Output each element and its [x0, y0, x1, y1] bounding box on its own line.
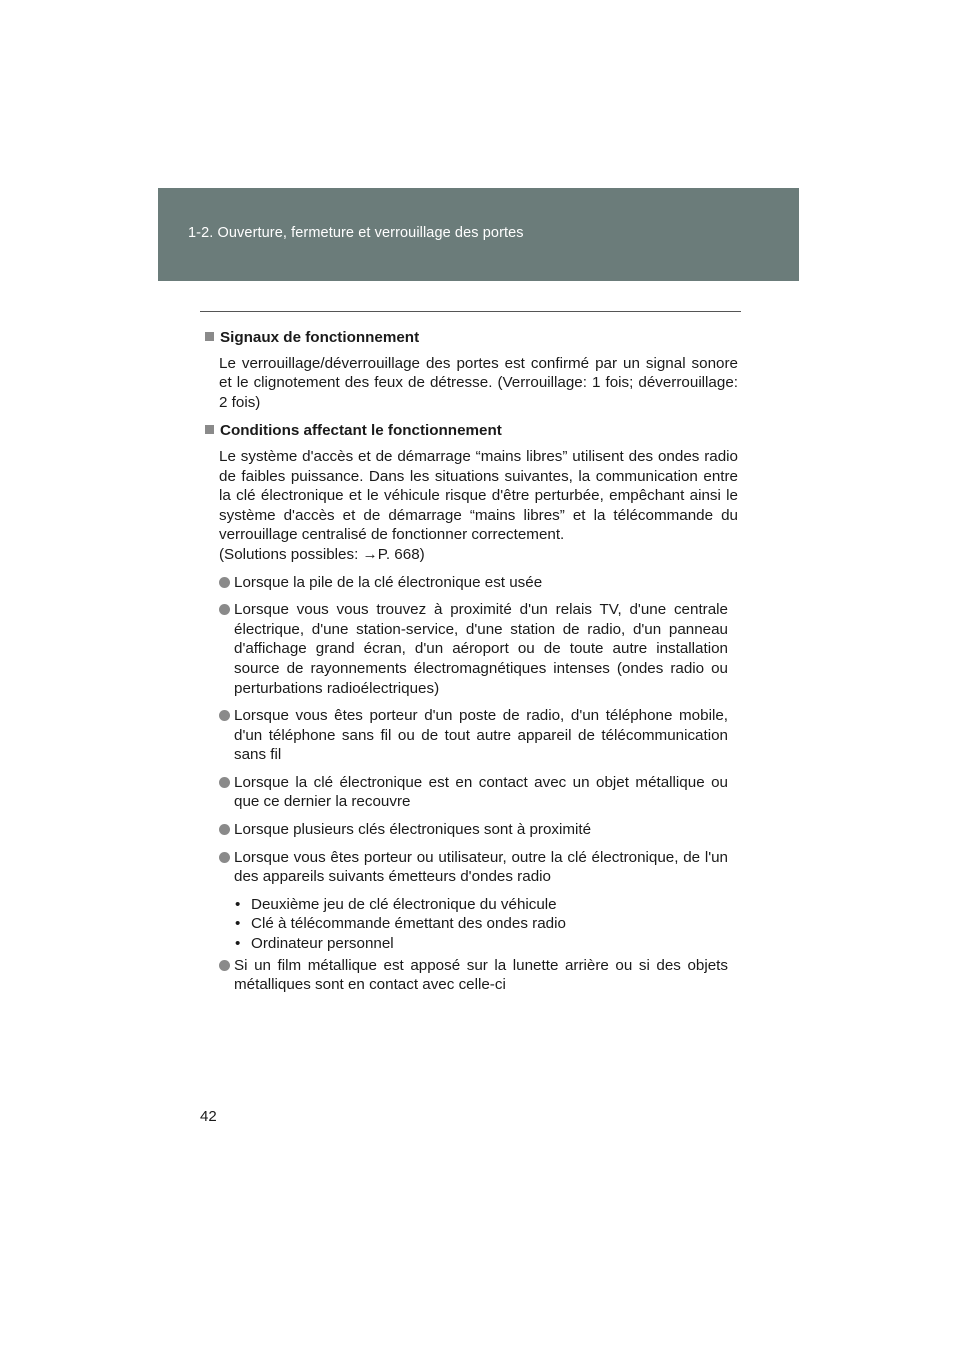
circle-bullet-icon — [219, 852, 230, 863]
section-title: Signaux de fonctionnement — [220, 329, 420, 346]
section-conditions — [205, 421, 738, 994]
section-signaux — [205, 328, 738, 412]
section-paragraph: Le verrouillage/déverrouillage des portes est confirmé par un signal sonore et le clignotement des feux de détresse. (Verrouillage: 1 fois; déverrouillage: 2 fois) — [219, 354, 738, 411]
conditions-list — [219, 573, 738, 995]
section-paragraph: Le système d'accès et de démarrage “mains libres” utilisent des ondes radio de faibles puissance. Dans les situations suivantes, la communication entre la clé électronique et le véhicule risque d'être perturbée, empêchant ainsi le système d'accès et de démarrage “mains libres” et la télécommande du verrouillage centralisé de fonctionner correctement. (Solutions possibles: →P. 668) — [219, 447, 738, 563]
list-item: Lorsque la pile de la clé électronique est usée — [219, 573, 738, 593]
list-item: Lorsque plusieurs clés électroniques sont à proximité — [219, 820, 738, 840]
list-item: Lorsque vous êtes porteur ou utilisateur, outre la clé électronique, de l'un des appareils suivants émetteurs d'ondes radio — [219, 848, 738, 887]
circle-bullet-icon — [219, 960, 230, 971]
list-item: Lorsque vous vous trouvez à proximité d'un relais TV, d'une centrale électrique, d'une station-service, d'une station de radio, d'un panneau d'affichage grand écran, d'un aéroport ou de toute autre installation source de rayonnements électromagnétiques intenses (ondes radio ou perturbations radioélectriques) — [219, 600, 738, 698]
chapter-header-band — [158, 188, 799, 281]
page-content — [205, 326, 738, 1004]
chapter-title: 1-2. Ouverture, fermeture et verrouillage des portes — [188, 225, 524, 241]
sub-list-item: • Clé à télécommande émettant des ondes radio — [235, 915, 566, 933]
sub-list-item: • Deuxième jeu de clé électronique du véhicule — [235, 895, 557, 913]
square-bullet-icon — [205, 332, 214, 341]
circle-bullet-icon — [219, 604, 230, 615]
page-number: 42 — [200, 1108, 217, 1125]
sub-list-item: • Ordinateur personnel — [235, 935, 394, 953]
list-item: Si un film métallique est apposé sur la lunette arrière ou si des objets métalliques sont en contact avec celle-ci — [219, 956, 738, 995]
list-item: Lorsque vous êtes porteur d'un poste de radio, d'un téléphone mobile, d'un téléphone sans fil ou de tout autre appareil de télécommunication sans fil — [219, 706, 738, 765]
solutions-reference: (Solutions possibles: →P. 668) — [219, 545, 425, 563]
circle-bullet-icon — [219, 824, 230, 835]
square-bullet-icon — [205, 425, 214, 434]
circle-bullet-icon — [219, 710, 230, 721]
list-item: Lorsque la clé électronique est en contact avec un objet métallique ou que ce dernier la recouvre — [219, 773, 738, 812]
sub-list — [235, 895, 738, 954]
header-divider — [200, 311, 741, 312]
circle-bullet-icon — [219, 777, 230, 788]
section-title: Conditions affectant le fonctionnement — [220, 422, 502, 440]
circle-bullet-icon — [219, 577, 230, 588]
